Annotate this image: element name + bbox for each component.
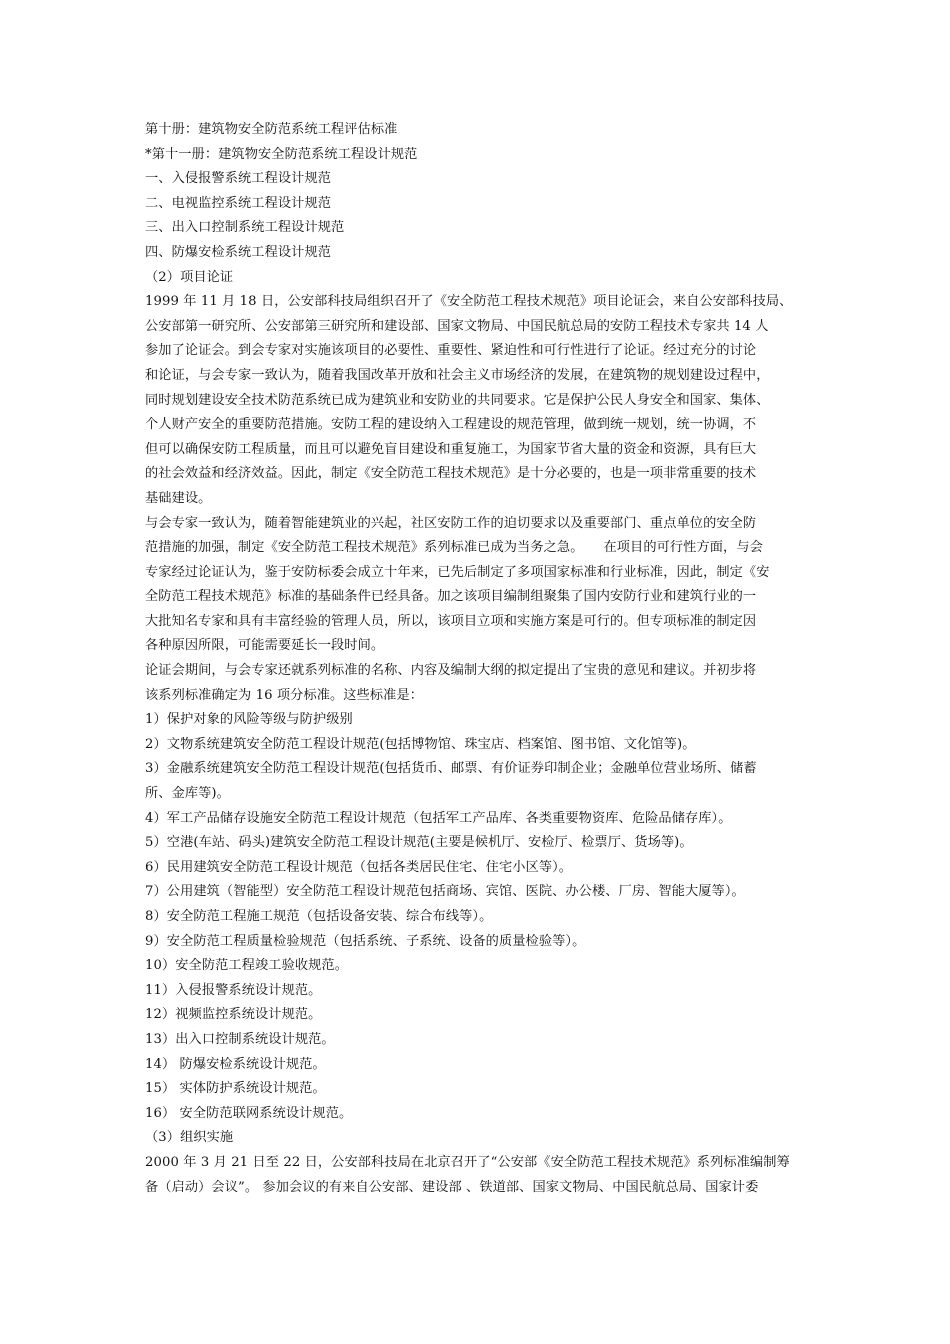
section-heading-project-review: （2）项目论证 <box>145 269 234 285</box>
text-line: 但可以确保安防工程质量，而且可以避免盲目建设和重复施工，为国家节省大量的资金和资源，具有巨大 <box>145 441 757 457</box>
list-item: 16） 安全防范联网系统设计规范。 <box>145 1105 353 1121</box>
list-item: 1）保护对象的风险等级与防护级别 <box>145 712 353 728</box>
list-item: 12）视频监控系统设计规范。 <box>145 1007 322 1023</box>
toc-item: 二、电视监控系统工程设计规范 <box>145 195 332 211</box>
list-item: 10）安全防范工程竣工验收规范。 <box>145 958 349 974</box>
paragraph-standards-intro <box>145 659 812 708</box>
text-line: 的社会效益和经济效益。因此，制定《安全防范工程技术规范》是十分必要的，也是一项非常重要的技术 <box>145 466 757 482</box>
list-item: 3）金融系统建筑安全防范工程设计规范(包括货币、邮票、有价证券印制企业；金融单位营业场所、储蓄 <box>145 761 757 777</box>
list-item: 11）入侵报警系统设计规范。 <box>145 982 322 998</box>
list-item: 8）安全防范工程施工规范（包括设备安装、综合布线等）。 <box>145 909 493 924</box>
text-line: 范措施的加强，制定《安全防范工程技术规范》系列标准已成为当务之急。 在项目的可行性方面，与会 <box>145 540 763 556</box>
text-line: 和论证，与会专家一致认为，随着我国改革开放和社会主义市场经济的发展，在建筑物的规划建设过程中， <box>145 367 770 383</box>
toc-item: 一、入侵报警系统工程设计规范 <box>145 171 332 187</box>
text-line: 基础建设。 <box>145 490 212 506</box>
toc-item: 三、出入口控制系统工程设计规范 <box>145 220 345 236</box>
list-item: 6）民用建筑安全防范工程设计规范（包括各类居民住宅、住宅小区等）。 <box>145 859 573 875</box>
text-line: 公安部第一研究所、公安部第三研究所和建设部、国家文物局、中国民航总局的安防工程技术专家共 14 人 <box>145 318 769 334</box>
text-line: 该系列标准确定为 16 项分标准。这些标准是： <box>145 687 424 703</box>
standards-list <box>145 708 812 1126</box>
volume-11-heading: *第十一册：建筑物安全防范系统工程设计规范 <box>145 146 418 162</box>
text-line: 1999 年 11 月 18 日，公安部科技局组织召开了《安全防范工程技术规范》项目论证会，来自公安部科技局、 <box>145 294 793 310</box>
list-item: 13）出入口控制系统设计规范。 <box>145 1031 335 1047</box>
list-item: 15） 实体防护系统设计规范。 <box>145 1081 326 1097</box>
text-line: 全防范工程技术规范》标准的基础条件已经具备。加之该项目编制组聚集了国内安防行业和建筑行业的一 <box>145 589 757 605</box>
paragraph-review-meeting <box>145 290 812 511</box>
text-line: 2000 年 3 月 21 日至 22 日，公安部科技局在北京召开了“公安部《安全防范工程技术规范》系列标准编制筹 <box>145 1154 790 1170</box>
document-page <box>145 118 812 1200</box>
toc-item: 四、防爆安检系统工程设计规范 <box>145 244 332 260</box>
list-item: 所、金库等)。 <box>145 786 230 802</box>
volume-10-heading: 第十册：建筑物安全防范系统工程评估标准 <box>145 122 398 137</box>
text-line: 备（启动）会议”。 参加会议的有来自公安部、建设部 、铁道部、国家文物局、中国民航总局、国家计委 <box>145 1179 759 1195</box>
list-item: 5）空港(车站、码头)建筑安全防范工程设计规范(主要是候机厅、安检厅、检票厅、货场等)。 <box>145 835 693 851</box>
text-line: 专家经过论证认为，鉴于安防标委会成立十年来，已先后制定了多项国家标准和行业标准，因此，制定《安 <box>145 564 770 580</box>
list-item: 4）军工产品储存设施安全防范工程设计规范（包括军工产品库、各类重要物资库、危险品储存库）。 <box>145 810 732 826</box>
section-heading-implementation: （3）组织实施 <box>145 1130 234 1146</box>
text-line: 各种原因所限，可能需要延长一段时间。 <box>145 638 385 654</box>
text-line: 参加了论证会。到会专家对实施该项目的必要性、重要性、紧迫性和可行性进行了论证。经过充分的讨论 <box>145 343 757 359</box>
list-item: 7）公用建筑（智能型）安全防范工程设计规范包括商场、宾馆、医院、办公楼、厂房、智能大厦等）。 <box>145 884 745 900</box>
text-line: 论证会期间，与会专家还就系列标准的名称、内容及编制大纲的拟定提出了宝贵的意见和建议。并初步将 <box>145 663 757 679</box>
text-line: 同时规划建设安全技术防范系统已成为建筑业和安防业的共同要求。它是保护公民人身安全和国家、集体、 <box>145 392 770 408</box>
text-line: 个人财产安全的重要防范措施。安防工程的建设纳入工程建设的规范管理，做到统一规划，统一协调，不 <box>145 417 757 433</box>
list-item: 2）文物系统建筑安全防范工程设计规范(包括博物馆、珠宝店、档案馆、图书馆、文化馆等)。 <box>145 736 696 752</box>
paragraph-feasibility <box>145 512 812 660</box>
text-line: 大批知名专家和具有丰富经验的管理人员，所以，该项目立项和实施方案是可行的。但专项标准的制定因 <box>145 613 757 629</box>
text-line: 与会专家一致认为，随着智能建筑业的兴起，社区安防工作的迫切要求以及重要部门、重点单位的安全防 <box>145 515 757 531</box>
list-item: 14） 防爆安检系统设计规范。 <box>145 1056 326 1072</box>
paragraph-kickoff-meeting <box>145 1151 812 1200</box>
list-item: 9）安全防范工程质量检验规范（包括系统、子系统、设备的质量检验等）。 <box>145 933 586 949</box>
